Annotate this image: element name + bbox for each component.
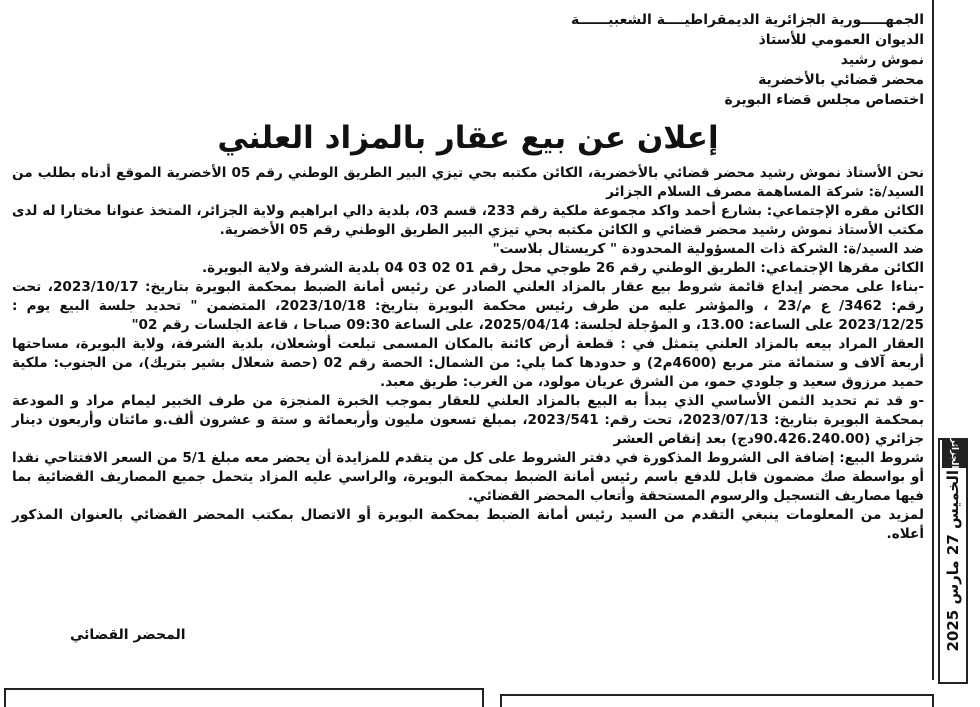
signature: المحضر القضائي [70, 627, 186, 643]
newspaper-logo: الجزائر [942, 438, 966, 468]
notice-title: إعلان عن بيع عقار بالمزاد العلني [217, 120, 719, 156]
legal-notice [10, 10, 926, 670]
paragraph-price: -و قد تم تحديد الثمن الأساسي الذي يبدأ به البيع بالمزاد العلني للعقار بموجب الخبرة المنجزة من طرف الخبير ليمام مراد و المودعة بمحكمة البويرة بتاريخ: 2023/07/13، تحت رقم: 2023/541، بمبلغ تسعون مليون وأربعمائة و ستة و عشرون ألف.و مائتان وأربعون دينار جزائري (90.426.240.00دج) بعد إنقاص العشر [12, 393, 924, 447]
header-jurisdiction: اختصاص مجلس قضاء البويرة [724, 92, 924, 108]
next-notice-box-left [4, 688, 484, 707]
date-sideband [938, 438, 968, 684]
issue-date: الخميس 27 مارس 2025 [944, 470, 962, 652]
paragraph-session: -بناءا على محضر إيداع قائمة شروط بيع عقار بالمزاد العلني الصادر عن رئيس أمانة الضبط بمحكمة البويرة بتاريخ: 2023/10/17، تحت رقم: 3462/ ع م/23 ، والمؤشر عليه من طرف رئيس محكمة البويرة بتاريخ: 2023/10/18، المتضمن " تحديد جلسة البيع يوم : 2023/12/25 على الساعة: 13.00، و المؤجلة لجلسة: 2025/04/14، على الساعة 09:30 صباحا ، قاعة الجلسات رقم 02" [12, 279, 924, 333]
paragraph-property: العقار المراد بيعه بالمزاد العلني يتمثل في : قطعة أرض كائنة بالمكان المسمى تبلعت أوشعلان، بلدية الشرفة، ولاية البويرة، مساحتها أربعة آلاف و ستمائة متر مربع (4600م2) و حدودها كما يلي: من الشمال: الحصة رقم 02 (حصة شعلال بشير بتريك)، من الجنوب: ملكية حميد مرزوق سعيد و جلودي حمو، من الشرق عريان مولود، من الغرب: طريق معبد. [12, 336, 925, 390]
paragraph-contact: لمزيد من المعلومات ينبغي التقدم من السيد رئيس أمانة الضبط بمحكمة البويرة أو الاتصال بمكتب المحضر القضائي بالعنوان المذكور أعلاه. [12, 507, 924, 542]
paragraph-conditions: شروط البيع: إضافة الى الشروط المذكورة في دفتر الشروط على كل من يتقدم للمزايدة أن يحضر معه مبلغ 5/1 من السعر الافتتاحي نقدا أو بواسطة صك مضمون قابل للدفع باسم رئيس أمانة الضبط بمحكمة البويرة، والراسي عليه المزاد يتحمل جميع المصاريف القضائية بما فيها مصاريف التسجيل والرسوم المستحقة وأتعاب المحضر القضائي. [12, 450, 924, 504]
header-office: الديوان العمومي للأستاذ [758, 32, 924, 48]
header-republic: الجمهـــــورية الجزائرية الديمقراطيــــة الشعبيــــــة [570, 12, 924, 28]
paragraph-defendant-address: الكائن مقرها الإجتماعي: الطريق الوطني رقم 26 طوجي محل رقم 01 02 03 04 بلدية الشرفة ولاية البويرة. [202, 260, 924, 276]
header-name: نموش رشيد [840, 52, 924, 68]
paragraph-requester: نحن الأستاذ نموش رشيد محضر قضائي بالأخضرية، الكائن مكتبه بحي تيزي البير الطريق الوطني رقم 05 الأخضرية الموقع أدناه بطلب من السيد/ة: شركة المساهمة مصرف السلام الجزائر [12, 165, 924, 200]
paragraph-requester-address: الكائن مقره الإجتماعي: بشارع أحمد واكد مجموعة ملكية رقم 233، قسم 03، بلدية دالي ابراهيم ولاية الجزائر، المتخذ عنوانا مختارا له لدى مكتب الأستاذ نموش رشيد محضر قضائي و الكائن مكتبه بحي تيزي البير الطريق الوطني رقم 05 الأخضرية. [12, 203, 924, 238]
paragraph-defendant: ضد السيد/ة: الشركة ذات المسؤولية المحدودة " كريستال بلاست" [492, 241, 924, 257]
next-notice-box-right [500, 694, 934, 707]
header-title: محضر قضائي بالأخضرية [758, 72, 924, 88]
